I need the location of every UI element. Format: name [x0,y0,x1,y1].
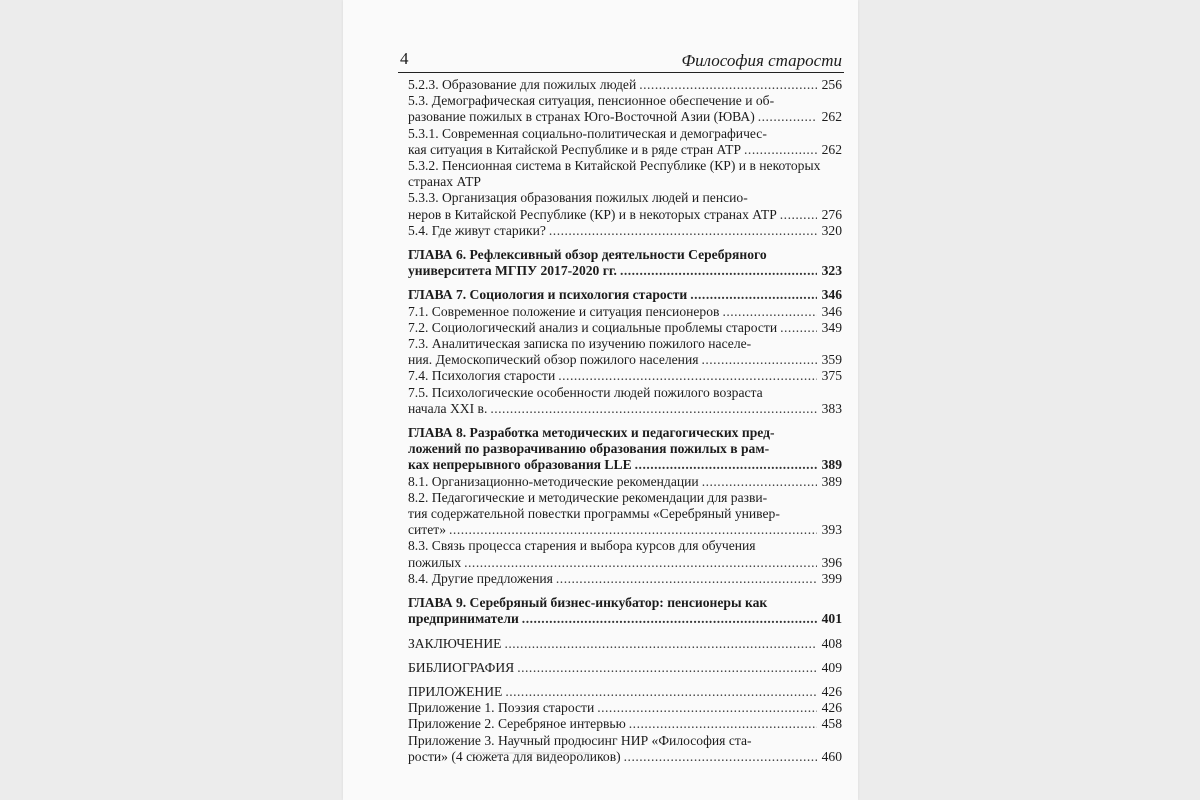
toc-line [408,142,842,158]
toc-line [408,700,842,716]
toc-page-number: 323 [821,263,842,279]
toc-entry-text: 5.3.2. Пенсионная система в Китайской Республике (КР) и в некоторых [408,158,821,174]
toc-entry-text: 7.2. Социологический анализ и социальные проблемы старости [408,319,778,335]
toc-leader-dots [522,611,817,627]
toc-page-number: 458 [821,716,842,732]
toc-page-number: 409 [821,659,842,675]
toc-line [408,716,842,732]
toc-page-number: 389 [821,457,842,473]
toc-entry-text: 8.3. Связь процесса старения и выбора курсов для обучения [408,538,756,554]
toc-gap [408,652,842,660]
toc-entry-text: предприниматели [408,611,519,627]
toc-gap [408,279,842,287]
toc-line [408,126,842,142]
toc-page-number: 346 [821,287,842,303]
toc-gap [408,628,842,636]
toc-chapter-line [408,425,842,441]
toc-leader-dots [597,700,817,716]
toc-page-number: 276 [821,206,842,222]
toc-entry-text: 7.3. Аналитическая записка по изучению пожилого населе- [408,336,752,352]
toc-entry-text: 5.3.3. Организация образования пожилых людей и пенсио- [408,190,748,206]
toc-entry-text: университета МГПУ 2017-2020 гг. [408,263,617,279]
toc-line [408,474,842,490]
toc-entry-text: 5.4. Где живут старики? [408,222,546,238]
toc-page-number: 393 [821,522,842,538]
toc-page-number: 359 [821,352,842,368]
toc-line [408,93,842,109]
toc-line [408,522,842,538]
toc-chapter-line [408,457,842,473]
toc-chapter-line [408,287,842,303]
toc-entry-text: 5.3. Демографическая ситуация, пенсионное обеспечение и об- [408,93,775,109]
toc-line [408,368,842,384]
toc-gap [408,417,842,425]
toc-line [408,190,842,206]
toc-entry-text: 8.4. Другие предложения [408,570,553,586]
toc-entry-text: ГЛАВА 8. Разработка методических и педагогических пред- [408,425,775,441]
toc-page-number: 396 [821,554,842,570]
toc-entry-text: 8.2. Педагогические и методические рекомендации для разви- [408,489,768,505]
toc-leader-dots [556,571,817,587]
toc-leader-dots [624,749,817,765]
toc-line [408,538,842,554]
toc-line [408,304,842,320]
toc-line [408,158,842,174]
toc-leader-dots [449,522,817,538]
toc-page-number: 401 [821,611,842,627]
toc-line [408,660,842,676]
toc-line [408,77,842,93]
toc-line [408,571,842,587]
toc-line [408,320,842,336]
toc-leader-dots [758,109,817,125]
toc-leader-dots [639,77,817,93]
toc-leader-dots [722,304,817,320]
toc-entry-text: разование пожилых в странах Юго-Восточной Азии (ЮВА) [408,109,755,125]
toc-entry-text: тия содержательной повестки программы «Серебряный универ- [408,506,780,522]
toc-page-number: 375 [821,368,842,384]
toc-entry-text: ках непрерывного образования LLE [408,457,632,473]
toc-entry-text: БИБЛИОГРАФИЯ [408,659,515,675]
toc-page-number: 426 [821,683,842,699]
toc-page-number: 460 [821,748,842,764]
toc-gap [408,587,842,595]
toc-line [408,385,842,401]
toc-leader-dots [517,660,817,676]
toc-page-number: 256 [821,77,842,92]
toc-page-number: 383 [821,400,842,416]
toc-entry-text: ния. Демоскопический обзор пожилого населения [408,352,699,368]
toc-leader-dots [490,401,817,417]
toc-leader-dots [549,223,817,239]
toc-entry-text: ПРИЛОЖЕНИЕ [408,683,503,699]
toc-leader-dots [635,457,817,473]
page-header [394,46,842,74]
toc-leader-dots [744,142,817,158]
toc-entry-text: странах АТР [408,174,481,190]
toc-entry-text: ситет» [408,522,447,538]
toc-entry-text: кая ситуация в Китайской Республике и в ряде стран АТР [408,141,742,157]
toc-chapter-line [408,441,842,457]
toc-gap [408,239,842,247]
toc-entry-text: пожилых [408,554,462,570]
toc-chapter-line [408,263,842,279]
toc-line [408,490,842,506]
toc-line [408,223,842,239]
toc-page-number: 399 [821,570,842,586]
toc-chapter-line [408,247,842,263]
page-number: 4 [400,49,409,68]
toc-chapter-line [408,595,842,611]
toc-line [408,684,842,700]
toc-entry-text: ГЛАВА 9. Серебряный бизнес-инкубатор: пенсионеры как [408,595,768,611]
toc-line [408,636,842,652]
toc-entry-text: 7.1. Современное положение и ситуация пенсионеров [408,303,720,319]
toc-page-number: 349 [821,319,842,335]
table-of-contents [408,77,842,765]
toc-leader-dots [620,263,817,279]
toc-leader-dots [505,684,817,700]
toc-line [408,401,842,417]
toc-entry-text: 5.3.1. Современная социально-политическая и демографичес- [408,125,767,141]
toc-line [408,733,842,749]
toc-leader-dots [558,368,817,384]
toc-leader-dots [629,716,817,732]
toc-line [408,352,842,368]
toc-line [408,336,842,352]
toc-entry-text: ГЛАВА 7. Социология и психология старости [408,287,688,303]
toc-entry-text: 5.2.3. Образование для пожилых людей [408,77,637,92]
toc-entry-text: 8.1. Организационно-методические рекомендации [408,473,699,489]
toc-leader-dots [504,636,817,652]
toc-line [408,109,842,125]
toc-page-number: 408 [821,635,842,651]
toc-leader-dots [780,320,817,336]
toc-entry-text: рости» (4 сюжета для видеороликов) [408,748,621,764]
toc-entry-text: неров в Китайской Республике (КР) и в некоторых странах АТР [408,206,777,222]
toc-page-number: 320 [821,222,842,238]
toc-entry-text: ЗАКЛЮЧЕНИЕ [408,635,502,651]
toc-page-number: 346 [821,303,842,319]
toc-entry-text: Приложение 1. Поэзия старости [408,700,595,716]
toc-leader-dots [701,352,817,368]
toc-leader-dots [780,207,817,223]
toc-entry-text: Приложение 2. Серебряное интервью [408,716,626,732]
toc-entry-text: ложений по разворачиванию образования пожилых в рам- [408,441,770,457]
toc-page-number: 426 [821,700,842,716]
toc-line [408,174,842,190]
toc-leader-dots [702,474,817,490]
toc-gap [408,676,842,684]
running-title: Философия старости [681,51,842,70]
bleed-through-text [470,752,590,776]
toc-page-number: 389 [821,473,842,489]
toc-line [408,555,842,571]
toc-line [408,506,842,522]
toc-leader-dots [690,287,817,303]
toc-entry-text: ГЛАВА 6. Рефлексивный обзор деятельности Серебряного [408,247,767,263]
toc-page-number: 262 [821,141,842,157]
toc-page-number: 262 [821,109,842,125]
toc-line [408,207,842,223]
header-rule [398,72,844,73]
toc-entry-text: Приложение 3. Научный продюсинг НИР «Философия ста- [408,732,752,748]
toc-entry-text: 7.4. Психология старости [408,368,556,384]
toc-leader-dots [464,555,817,571]
toc-entry-text: начала XXI в. [408,400,488,416]
toc-chapter-line [408,611,842,627]
toc-entry-text: 7.5. Психологические особенности людей пожилого возраста [408,384,763,400]
